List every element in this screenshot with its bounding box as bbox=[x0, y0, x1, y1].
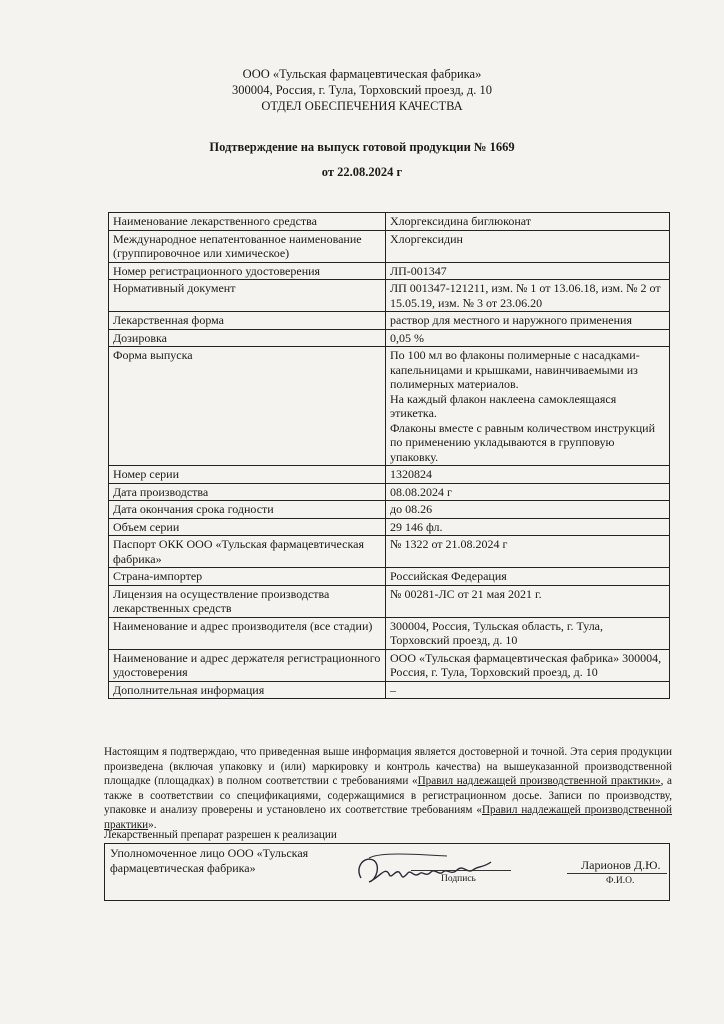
row-value: 08.08.2024 г bbox=[386, 483, 670, 501]
row-label: Дата окончания срока годности bbox=[109, 501, 386, 519]
declaration-text bbox=[104, 745, 672, 832]
row-value: 29 146 фл. bbox=[386, 518, 670, 536]
row-value: № 1322 от 21.08.2024 г bbox=[386, 536, 670, 568]
authorized-person: Уполномоченное лицо ООО «Тульская фармацевтическая фабрика» bbox=[105, 844, 332, 901]
signer-name: Ларионов Д.Ю. bbox=[581, 858, 661, 872]
row-value: ООО «Тульская фармацевтическая фабрика» 300004, Россия, г. Тула, Торховский проезд, д. 10 bbox=[386, 649, 670, 681]
row-label: Лицензия на осуществление производства лекарственных средств bbox=[109, 585, 386, 617]
row-value: Хлоргексидина биглюконат bbox=[386, 213, 670, 231]
table-row bbox=[109, 681, 670, 699]
product-info-table bbox=[108, 212, 670, 699]
company-name: ООО «Тульская фармацевтическая фабрика» bbox=[242, 67, 482, 81]
row-value: 0,05 % bbox=[386, 329, 670, 347]
row-label: Объем серии bbox=[109, 518, 386, 536]
row-value: Российская Федерация bbox=[386, 568, 670, 586]
signature-table bbox=[104, 843, 670, 901]
table-row bbox=[109, 585, 670, 617]
row-value: 1320824 bbox=[386, 466, 670, 484]
row-value: ЛП-001347 bbox=[386, 262, 670, 280]
table-row bbox=[109, 347, 670, 466]
row-label: Наименование и адрес держателя регистрационного удостоверения bbox=[109, 649, 386, 681]
gmp-reference-2: Правил надлежащей производственной практики bbox=[104, 804, 672, 831]
row-value: № 00281-ЛС от 21 мая 2021 г. bbox=[386, 585, 670, 617]
table-row bbox=[109, 262, 670, 280]
table-row bbox=[109, 312, 670, 330]
row-value: раствор для местного и наружного применения bbox=[386, 312, 670, 330]
document-date: от 22.08.2024 г bbox=[321, 165, 403, 179]
row-label: Форма выпуска bbox=[109, 347, 386, 466]
department-name: ОТДЕЛ ОБЕСПЕЧЕНИЯ КАЧЕСТВА bbox=[261, 99, 463, 113]
table-row bbox=[109, 501, 670, 519]
row-label: Дополнительная информация bbox=[109, 681, 386, 699]
table-row bbox=[109, 649, 670, 681]
table-row bbox=[109, 483, 670, 501]
table-row bbox=[109, 536, 670, 568]
row-label: Нормативный документ bbox=[109, 280, 386, 312]
signature-caption: Подпись bbox=[441, 874, 476, 884]
row-label: Международное непатентованное наименование (группировочное или химическое) bbox=[109, 230, 386, 262]
document-title: Подтверждение на выпуск готовой продукции № 1669 bbox=[209, 140, 515, 154]
row-value: до 08.26 bbox=[386, 501, 670, 519]
table-row bbox=[109, 518, 670, 536]
row-value: По 100 мл во флаконы полимерные с насадками-капельницами и крышками, навинчиваемыми из полимерных материалов. На каждый флакон наклеена самоклеящаяся этикетка. Флаконы вместе с равным количеством инструкций по применению укладываются в групповую упаковку. bbox=[386, 347, 670, 466]
row-value: – bbox=[386, 681, 670, 699]
signature-line bbox=[411, 870, 511, 871]
row-value: 300004, Россия, Тульская область, г. Тула, Торховский проезд, д. 10 bbox=[386, 617, 670, 649]
table-row bbox=[109, 568, 670, 586]
table-row bbox=[109, 329, 670, 347]
handwritten-signature bbox=[351, 848, 501, 894]
table-row bbox=[109, 230, 670, 262]
row-value: Хлоргексидин bbox=[386, 230, 670, 262]
row-label: Дата производства bbox=[109, 483, 386, 501]
row-label: Страна-импортер bbox=[109, 568, 386, 586]
row-label: Лекарственная форма bbox=[109, 312, 386, 330]
declaration-part1: Настоящим я подтверждаю, что приведенная выше информация является достоверной и точной. Эта серия продукции произведена (включая упаковку и (или) маркировку и контроль качества) на вышеуказанной производственной площадке (площадках) в полном соответствии с требованиями « bbox=[104, 746, 672, 787]
signature-cell bbox=[331, 844, 670, 901]
gmp-reference-1: Правил надлежащей производственной практики» bbox=[417, 775, 661, 787]
declaration-part3: ». bbox=[148, 818, 157, 831]
row-label: Наименование и адрес производителя (все стадии) bbox=[109, 617, 386, 649]
row-label: Номер регистрационного удостоверения bbox=[109, 262, 386, 280]
release-approved-text: Лекарственный препарат разрешен к реализации bbox=[104, 829, 337, 841]
table-row bbox=[109, 280, 670, 312]
table-row bbox=[109, 617, 670, 649]
company-header bbox=[0, 66, 724, 114]
company-address: 300004, Россия, г. Тула, Торховский проезд, д. 10 bbox=[231, 83, 493, 97]
name-caption: Ф.И.О. bbox=[606, 876, 635, 886]
row-label: Дозировка bbox=[109, 329, 386, 347]
row-label: Номер серии bbox=[109, 466, 386, 484]
declaration-part2: , а также в соответствии со спецификациями, содержащимися в регистрационном досье. Записи по производству, упаковке и анализу проверены и установлено их соответствие требованиям « bbox=[104, 775, 673, 816]
table-row bbox=[109, 213, 670, 231]
row-value: ЛП 001347-121211, изм. № 1 от 13.06.18, изм. № 2 от 15.05.19, изм. № 3 от 23.06.20 bbox=[386, 280, 670, 312]
table-row bbox=[109, 466, 670, 484]
row-label: Паспорт ОКК ООО «Тульская фармацевтическая фабрика» bbox=[109, 536, 386, 568]
row-label: Наименование лекарственного средства bbox=[109, 213, 386, 231]
